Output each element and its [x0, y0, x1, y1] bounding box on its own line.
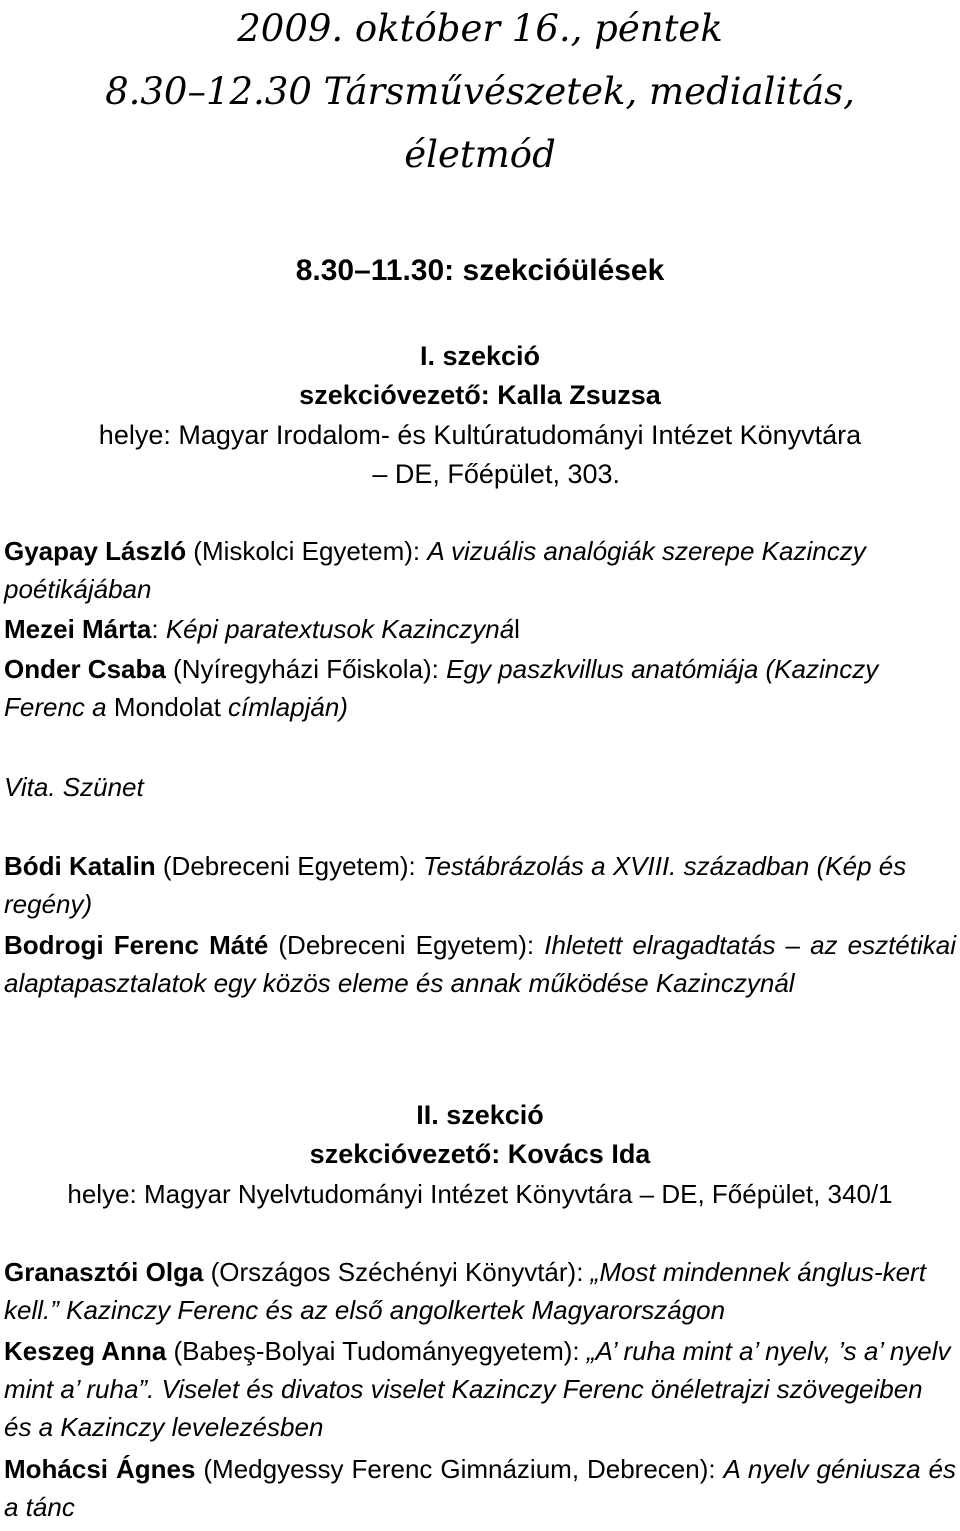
date-heading: 2009. október 16., péntek	[237, 7, 723, 50]
talk-title: „Most mindennek ánglus-kert kell.” Kazinczy Ferenc és az első angolkertek Magyarországon	[4, 1257, 926, 1325]
talk-onder	[4, 650, 956, 726]
speaker-name: Bodrogi Ferenc Máté	[4, 930, 269, 960]
talk-granasztoi	[4, 1253, 956, 1329]
talk-title: Testábrázolás a XVIII. században (Kép és regény)	[4, 851, 907, 919]
theme-heading-line1: 8.30–12.30 Társművészetek, medialitás,	[105, 70, 855, 113]
talk-keszeg	[4, 1332, 956, 1446]
break-note: Vita. Szünet	[4, 772, 144, 802]
section2-place: helye: Magyar Nyelvtudományi Intézet Könyvtára – DE, Főépület, 340/1	[67, 1179, 893, 1209]
talk-title-end: címlapján)	[220, 692, 348, 722]
talk-title-book: Mondolat	[113, 692, 221, 722]
speaker-affiliation: (Nyíregyházi Főiskola):	[165, 654, 447, 684]
talk-title: A nyelv géniusza és a tánc	[4, 1454, 956, 1522]
speaker-name: Granasztói Olga	[4, 1257, 204, 1287]
speaker-name: Onder Csaba	[4, 654, 166, 684]
section2-title: II. szekció	[416, 1100, 544, 1130]
theme-heading-line2: életmód	[404, 133, 556, 176]
speaker-affiliation: (Debreceni Egyetem):	[155, 851, 423, 881]
talk-mohacsi	[4, 1450, 956, 1526]
speaker-name: Gyapay László	[4, 536, 187, 566]
speaker-affiliation: :	[151, 614, 166, 644]
talk-gyapay	[4, 532, 956, 608]
section2-chair: szekcióvezető: Kovács Ida	[309, 1139, 651, 1169]
speaker-name: Mezei Márta	[4, 614, 152, 644]
speaker-affiliation: (Országos Széchényi Könyvtár):	[203, 1257, 591, 1287]
speaker-affiliation: (Miskolci Egyetem):	[186, 536, 428, 566]
session-time: 8.30–11.30: szekcióülések	[295, 254, 665, 287]
talk-bodi	[4, 847, 956, 923]
talk-mezei	[4, 610, 956, 648]
section1-place-line1: helye: Magyar Irodalom- és Kultúratudományi Intézet Könyvtára	[98, 420, 862, 450]
talk-bodrogi	[4, 926, 956, 1002]
talk-title: Képi paratextusok Kazinczyná	[165, 614, 515, 644]
speaker-name: Bódi Katalin	[4, 851, 156, 881]
speaker-affiliation: (Medgyessy Ferenc Gimnázium, Debrecen):	[195, 1454, 724, 1484]
speaker-affiliation: (Debreceni Egyetem):	[268, 930, 545, 960]
talk-title: Egy paszkvillus anatómiája (Kazinczy Ferenc a	[4, 654, 879, 722]
section1-chair: szekcióvezető: Kalla Zsuzsa	[299, 380, 661, 410]
talk-title: Ihletett elragadtatás – az esztétikai alaptapasztalatok egy közös eleme és annak működése Kazinczynál	[4, 930, 956, 998]
speaker-name: Keszeg Anna	[4, 1336, 167, 1366]
talk-title: A vizuális analógiák szerepe Kazinczy poétikájában	[4, 536, 866, 604]
section1-place-line2: – DE, Főépület, 303.	[372, 459, 620, 489]
talk-title: „A’ ruha mint a’ nyelv, ’s a’ nyelv mint a’ ruha”. Viselet és divatos viselet Kazinczy Ferenc önéletrajzi szövegeiben és a Kazinczy levelezésben	[4, 1336, 951, 1442]
speaker-affiliation: (Babeş-Bolyai Tudományegyetem):	[166, 1336, 587, 1366]
talk-title-tail: l	[514, 614, 520, 644]
section1-title: I. szekció	[419, 341, 541, 371]
speaker-name: Mohácsi Ágnes	[4, 1454, 196, 1484]
